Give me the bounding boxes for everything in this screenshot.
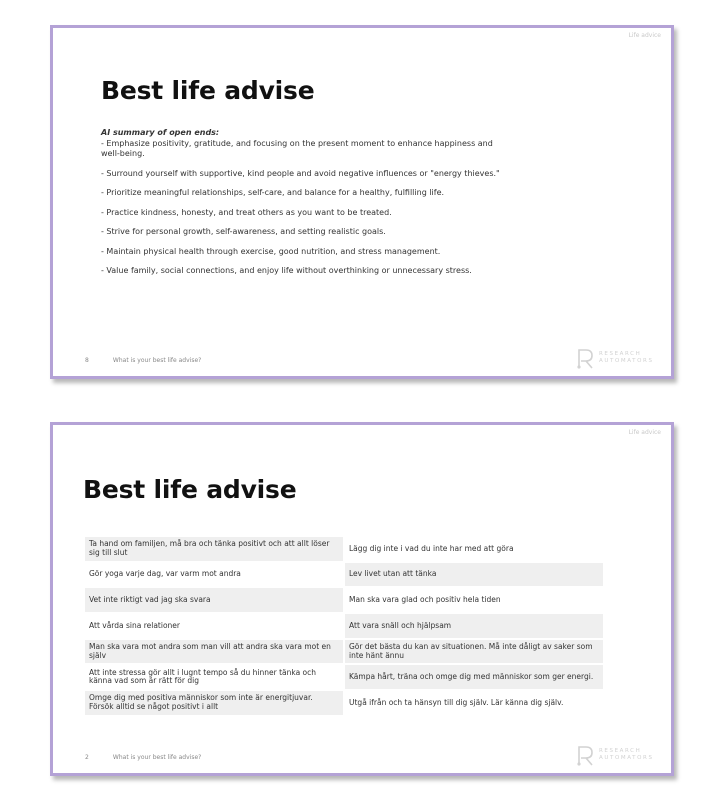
summary-bullet: - Surround yourself with supportive, kind people and avoid negative influences or "energy thieves." (101, 168, 500, 178)
summary-bullet: - Prioritize meaningful relationships, self-care, and balance for a healthy, fulfilling life. (101, 188, 445, 197)
summary-heading: AI summary of open ends: (101, 128, 220, 137)
logo-text (599, 351, 654, 365)
logo-line-1: RESEARCH (599, 748, 642, 754)
page-number: 8 (85, 357, 89, 364)
table-cell: Gör yoga varje dag, var varm mot andra (89, 569, 241, 579)
table-cell: Att vårda sina relationer (89, 620, 180, 630)
table-cell: Utgå ifrån och ta hänsyn till dig själv. Lär känna dig själv. (349, 697, 564, 707)
table-cell: Kämpa hårt, träna och omge dig med människor som ger energi. (345, 665, 603, 689)
table-row (85, 563, 603, 587)
table-row (85, 640, 603, 664)
logo-line-2: AUTOMATORS (599, 358, 654, 364)
summary-bullet: - Value family, social connections, and enjoy life without overthinking or unnecessary stress. (101, 266, 472, 275)
logo-line-2: AUTOMATORS (599, 755, 654, 761)
table-row (85, 588, 603, 612)
table-cell: Man ska vara glad och positiv hela tiden (349, 594, 501, 604)
page-number: 2 (85, 754, 89, 761)
table-cell: Omge dig med positiva människor som inte är energitjuvar. Försök alltid se något positivt i allt (85, 691, 343, 715)
summary-bullet: - Strive for personal growth, self-awareness, and setting realistic goals. (101, 227, 386, 236)
slide-1[interactable] (50, 25, 674, 379)
slide-title: Best life advise (101, 76, 315, 105)
summary-bullet: - Maintain physical health through exercise, good nutrition, and stress management. (101, 246, 441, 256)
slide-footer (85, 754, 201, 761)
table-row (85, 614, 603, 638)
table-cell: Att vara snäll och hjälpsam (345, 614, 603, 638)
footer-text: What is your best life advise? (112, 754, 202, 761)
table-cell: Att inte stressa gör allt i lugnt tempo så du hinner tänka och känna vad som är rätt för dig (89, 667, 317, 686)
table-cell: Lägg dig inte i vad du inte har med att göra (349, 543, 514, 553)
table-cell: Vet inte riktigt vad jag ska svara (85, 588, 343, 612)
research-automators-logo-icon (575, 346, 597, 370)
table-cell: Man ska vara mot andra som man vill att andra ska vara mot en själv (85, 640, 343, 664)
table-row (85, 665, 603, 689)
slide-2[interactable] (50, 422, 674, 776)
research-automators-logo (575, 743, 659, 767)
summary-block (101, 128, 501, 286)
table-cell: Ta hand om familjen, må bra och tänka positivt och att allt löser sig till slut (85, 537, 343, 561)
logo-text (599, 748, 654, 762)
table-row (85, 537, 603, 561)
table-row (85, 691, 603, 715)
research-automators-logo (575, 346, 659, 370)
table-cell: Lev livet utan att tänka (345, 563, 603, 587)
slide-tag: Life advice (628, 32, 661, 39)
table-cell: Gör det bästa du kan av situationen. Må inte dåligt av saker som inte hänt ännu (345, 640, 603, 664)
summary-bullet: - Practice kindness, honesty, and treat others as you want to be treated. (101, 207, 392, 217)
slide-title: Best life advise (83, 475, 297, 504)
summary-bullet: - Emphasize positivity, gratitude, and focusing on the present moment to enhance happiness and well-being. (101, 138, 493, 158)
footer-text: What is your best life advise? (112, 357, 202, 364)
slide-tag: Life advice (628, 429, 661, 436)
slide-footer (85, 357, 201, 364)
research-automators-logo-icon (575, 743, 597, 767)
advice-table (83, 535, 605, 717)
logo-line-1: RESEARCH (599, 351, 642, 357)
